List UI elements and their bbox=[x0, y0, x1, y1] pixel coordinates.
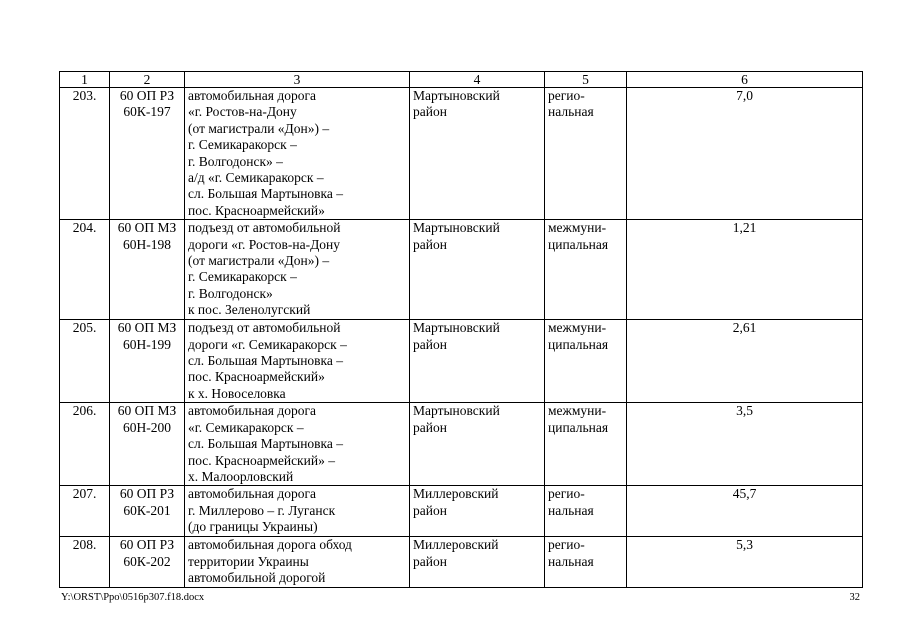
road-code-line: 60К-197 bbox=[123, 104, 171, 120]
significance-line: ципальная bbox=[548, 419, 609, 435]
road-name-line: сл. Большая Мартыновка – bbox=[188, 186, 344, 202]
row-number: 205. bbox=[60, 320, 110, 403]
road-code bbox=[110, 88, 185, 220]
road-name-line: (от магистрали «Дон») – bbox=[188, 253, 330, 269]
roads-table bbox=[59, 71, 863, 588]
road-code-line: 60 ОП РЗ bbox=[119, 88, 175, 103]
road-code bbox=[110, 220, 185, 320]
road-length: 5,3 bbox=[627, 537, 863, 587]
road-code bbox=[110, 537, 185, 587]
district-line: район bbox=[413, 236, 447, 252]
road-code-line: 60 ОП МЗ bbox=[117, 403, 177, 419]
header-col-1: 1 bbox=[60, 72, 110, 88]
district-line: район bbox=[413, 104, 447, 120]
road-name-line: пос. Красноармейский» bbox=[188, 369, 325, 385]
header-col-3: 3 bbox=[185, 72, 410, 88]
road-name-line: «г. Ростов-на-Дону bbox=[188, 104, 297, 120]
header-col-2: 2 bbox=[110, 72, 185, 88]
page-number: 32 bbox=[849, 592, 860, 603]
road-length: 7,0 bbox=[627, 88, 863, 220]
table-row bbox=[60, 537, 863, 587]
district-line: район bbox=[413, 419, 447, 435]
road-code bbox=[110, 486, 185, 537]
road-name bbox=[185, 220, 410, 320]
district bbox=[410, 320, 545, 403]
table-row bbox=[60, 486, 863, 537]
road-name-line: автомобильная дорога обход bbox=[188, 537, 352, 553]
road-name-line: а/д «г. Семикаракорск – bbox=[188, 170, 324, 186]
road-name-line: к пос. Зеленолугский bbox=[188, 302, 311, 318]
district bbox=[410, 403, 545, 486]
significance bbox=[545, 88, 627, 220]
road-name-line: пос. Красноармейский» bbox=[188, 202, 325, 218]
road-name-line: автомобильной дорогой bbox=[188, 570, 326, 586]
road-name bbox=[185, 403, 410, 486]
table-body bbox=[60, 88, 863, 588]
significance-line: межмуни- bbox=[548, 403, 607, 419]
table-header-row bbox=[60, 72, 863, 88]
significance bbox=[545, 537, 627, 587]
road-name-line: к х. Новоселовка bbox=[188, 385, 286, 401]
road-code-line: 60Н-199 bbox=[123, 336, 171, 352]
road-code-line: 60 ОП МЗ bbox=[117, 320, 177, 336]
road-name bbox=[185, 88, 410, 220]
significance-line: межмуни- bbox=[548, 320, 607, 336]
road-code-line: 60 ОП РЗ bbox=[119, 537, 175, 553]
district-line: район bbox=[413, 502, 447, 518]
significance-line: регио- bbox=[548, 88, 585, 103]
road-name-line: г. Семикаракорск – bbox=[188, 137, 297, 153]
road-name-line: сл. Большая Мартыновка – bbox=[188, 436, 344, 452]
road-name-line: х. Малоорловский bbox=[188, 468, 294, 484]
road-length: 45,7 bbox=[627, 486, 863, 537]
significance bbox=[545, 320, 627, 403]
road-length: 3,5 bbox=[627, 403, 863, 486]
header-col-5: 5 bbox=[545, 72, 627, 88]
road-name-line: г. Волгодонск» bbox=[188, 285, 273, 301]
header-col-6: 6 bbox=[627, 72, 863, 88]
road-name-line: автомобильная дорога bbox=[188, 88, 316, 103]
significance-line: межмуни- bbox=[548, 220, 607, 236]
district bbox=[410, 220, 545, 320]
district-line: Мартыновский bbox=[413, 88, 500, 103]
district-line: Миллеровский bbox=[413, 486, 499, 502]
row-number: 203. bbox=[60, 88, 110, 220]
district-line: район bbox=[413, 553, 447, 569]
table-row bbox=[60, 403, 863, 486]
significance-line: ципальная bbox=[548, 236, 609, 252]
table-row bbox=[60, 320, 863, 403]
road-name-line: сл. Большая Мартыновка – bbox=[188, 353, 344, 369]
road-name-line: «г. Семикаракорск – bbox=[188, 419, 304, 435]
header-col-4: 4 bbox=[410, 72, 545, 88]
road-name-line: г. Миллерово – г. Луганск bbox=[188, 502, 336, 518]
row-number: 206. bbox=[60, 403, 110, 486]
significance bbox=[545, 403, 627, 486]
road-length: 1,21 bbox=[627, 220, 863, 320]
road-code-line: 60Н-200 bbox=[123, 419, 171, 435]
road-length: 2,61 bbox=[627, 320, 863, 403]
road-name bbox=[185, 320, 410, 403]
table-row bbox=[60, 220, 863, 320]
road-code-line: 60Н-198 bbox=[123, 236, 171, 252]
district bbox=[410, 537, 545, 587]
road-name-line: пос. Красноармейский» – bbox=[188, 452, 335, 468]
road-name-line: г. Семикаракорск – bbox=[188, 269, 297, 285]
district-line: Мартыновский bbox=[413, 320, 500, 336]
road-name-line: территории Украины bbox=[188, 553, 309, 569]
district bbox=[410, 486, 545, 537]
significance-line: регио- bbox=[548, 486, 585, 502]
road-code-line: 60 ОП МЗ bbox=[117, 220, 177, 236]
road-name bbox=[185, 537, 410, 587]
significance-line: нальная bbox=[548, 502, 594, 518]
district-line: Мартыновский bbox=[413, 403, 500, 419]
significance-line: нальная bbox=[548, 104, 594, 120]
road-code-line: 60 ОП РЗ bbox=[119, 486, 175, 502]
significance-line: ципальная bbox=[548, 336, 609, 352]
district-line: Мартыновский bbox=[413, 220, 500, 236]
significance-line: нальная bbox=[548, 553, 594, 569]
district bbox=[410, 88, 545, 220]
table-row bbox=[60, 88, 863, 220]
footer-file-path: Y:\ORST\Ppo\0516p307.f18.docx bbox=[61, 592, 205, 603]
significance bbox=[545, 220, 627, 320]
road-name-line: (до границы Украины) bbox=[188, 519, 318, 535]
row-number: 207. bbox=[60, 486, 110, 537]
road-code-line: 60К-202 bbox=[123, 553, 171, 569]
significance-line: регио- bbox=[548, 537, 585, 553]
road-name-line: автомобильная дорога bbox=[188, 486, 316, 502]
road-name-line: (от магистрали «Дон») – bbox=[188, 120, 330, 136]
district-line: Миллеровский bbox=[413, 537, 499, 553]
road-name-line: дороги «г. Ростов-на-Дону bbox=[188, 236, 341, 252]
road-name-line: дороги «г. Семикаракорск – bbox=[188, 336, 347, 352]
road-code bbox=[110, 320, 185, 403]
significance bbox=[545, 486, 627, 537]
road-name-line: автомобильная дорога bbox=[188, 403, 316, 419]
row-number: 204. bbox=[60, 220, 110, 320]
road-code-line: 60К-201 bbox=[123, 502, 171, 518]
road-name-line: подъезд от автомобильной bbox=[188, 320, 341, 336]
road-name bbox=[185, 486, 410, 537]
road-name-line: г. Волгодонск» – bbox=[188, 153, 283, 169]
road-code bbox=[110, 403, 185, 486]
row-number: 208. bbox=[60, 537, 110, 587]
road-name-line: подъезд от автомобильной bbox=[188, 220, 341, 236]
district-line: район bbox=[413, 336, 447, 352]
